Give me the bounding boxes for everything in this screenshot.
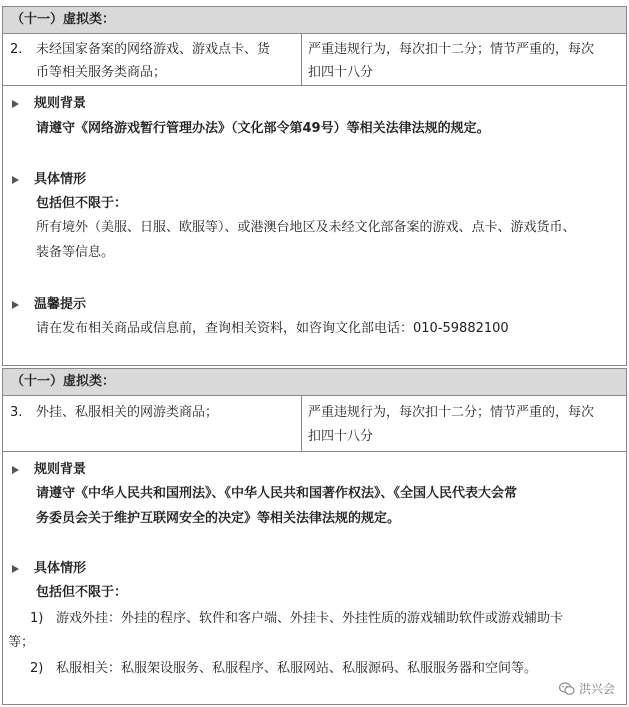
bullet-arrow-icon bbox=[12, 565, 19, 573]
list-item-text: 等； bbox=[8, 635, 35, 650]
situation-title: 具体情形 bbox=[34, 172, 87, 187]
background-title: 规则背景 bbox=[34, 96, 87, 111]
situation-text: 所有境外（美服、日服、欧服等）、或港澳台地区及未经文化部备案的游戏、点卡、游戏货币、 bbox=[36, 220, 576, 235]
background-text: 请遵守《网络游戏暂行管理办法》（文化部令第49号）等相关法律法规的规定。 bbox=[36, 121, 490, 136]
penalty-text: 严重违规行为，每次扣十二分；情节严重的，每次 bbox=[308, 405, 595, 420]
row-number: 2. bbox=[10, 42, 23, 57]
watermark bbox=[559, 680, 615, 697]
item-text: 外挂、私服相关的网游类商品； bbox=[36, 405, 219, 420]
item-text: 未经国家备案的网络游戏、游戏点卡、货 bbox=[36, 42, 271, 57]
section-header-2: （十一）虚拟类： bbox=[2, 368, 627, 396]
row-number: 3. bbox=[10, 405, 23, 420]
bullet-arrow-icon bbox=[12, 100, 19, 108]
situation-title: 具体情形 bbox=[34, 561, 87, 576]
wechat-icon bbox=[559, 682, 575, 696]
situation-intro: 包括但不限于： bbox=[36, 585, 128, 600]
penalty-text: 扣四十八分 bbox=[308, 65, 374, 80]
watermark-text: 洪兴会 bbox=[578, 682, 615, 696]
situation-text: 装备等信息。 bbox=[36, 245, 115, 260]
tip-text: 请在发布相关商品或信息前，查询相关资料，如咨询文化部电话：010-59882100 bbox=[36, 321, 509, 336]
tip-title: 温馨提示 bbox=[34, 297, 87, 312]
bullet-arrow-icon bbox=[12, 176, 19, 184]
bullet-arrow-icon bbox=[12, 466, 19, 474]
background-text: 务委员会关于维护互联网安全的决定》等相关法律法规的规定。 bbox=[36, 511, 401, 526]
penalty-text: 严重违规行为，每次扣十二分；情节严重的，每次 bbox=[308, 42, 595, 57]
background-text: 请遵守《中华人民共和国刑法》、《中华人民共和国著作权法》、《全国人民代表大会常 bbox=[36, 486, 518, 501]
bullet-arrow-icon bbox=[12, 301, 19, 309]
list-number: 2) bbox=[30, 661, 44, 676]
situation-intro: 包括但不限于： bbox=[36, 196, 128, 211]
background-title: 规则背景 bbox=[34, 462, 87, 477]
section-header-1: （十一）虚拟类： bbox=[2, 6, 627, 34]
list-item-text: 游戏外挂：外挂的程序、软件和客户端、外挂卡、外挂性质的游戏辅助软件或游戏辅助卡 bbox=[56, 611, 564, 626]
list-number: 1) bbox=[30, 611, 44, 626]
list-item-text: 私服相关：私服架设服务、私服程序、私服网站、私服源码、私服服务器和空间等。 bbox=[56, 661, 538, 676]
penalty-text: 扣四十八分 bbox=[308, 429, 374, 444]
item-text: 币等相关服务类商品； bbox=[36, 65, 167, 80]
